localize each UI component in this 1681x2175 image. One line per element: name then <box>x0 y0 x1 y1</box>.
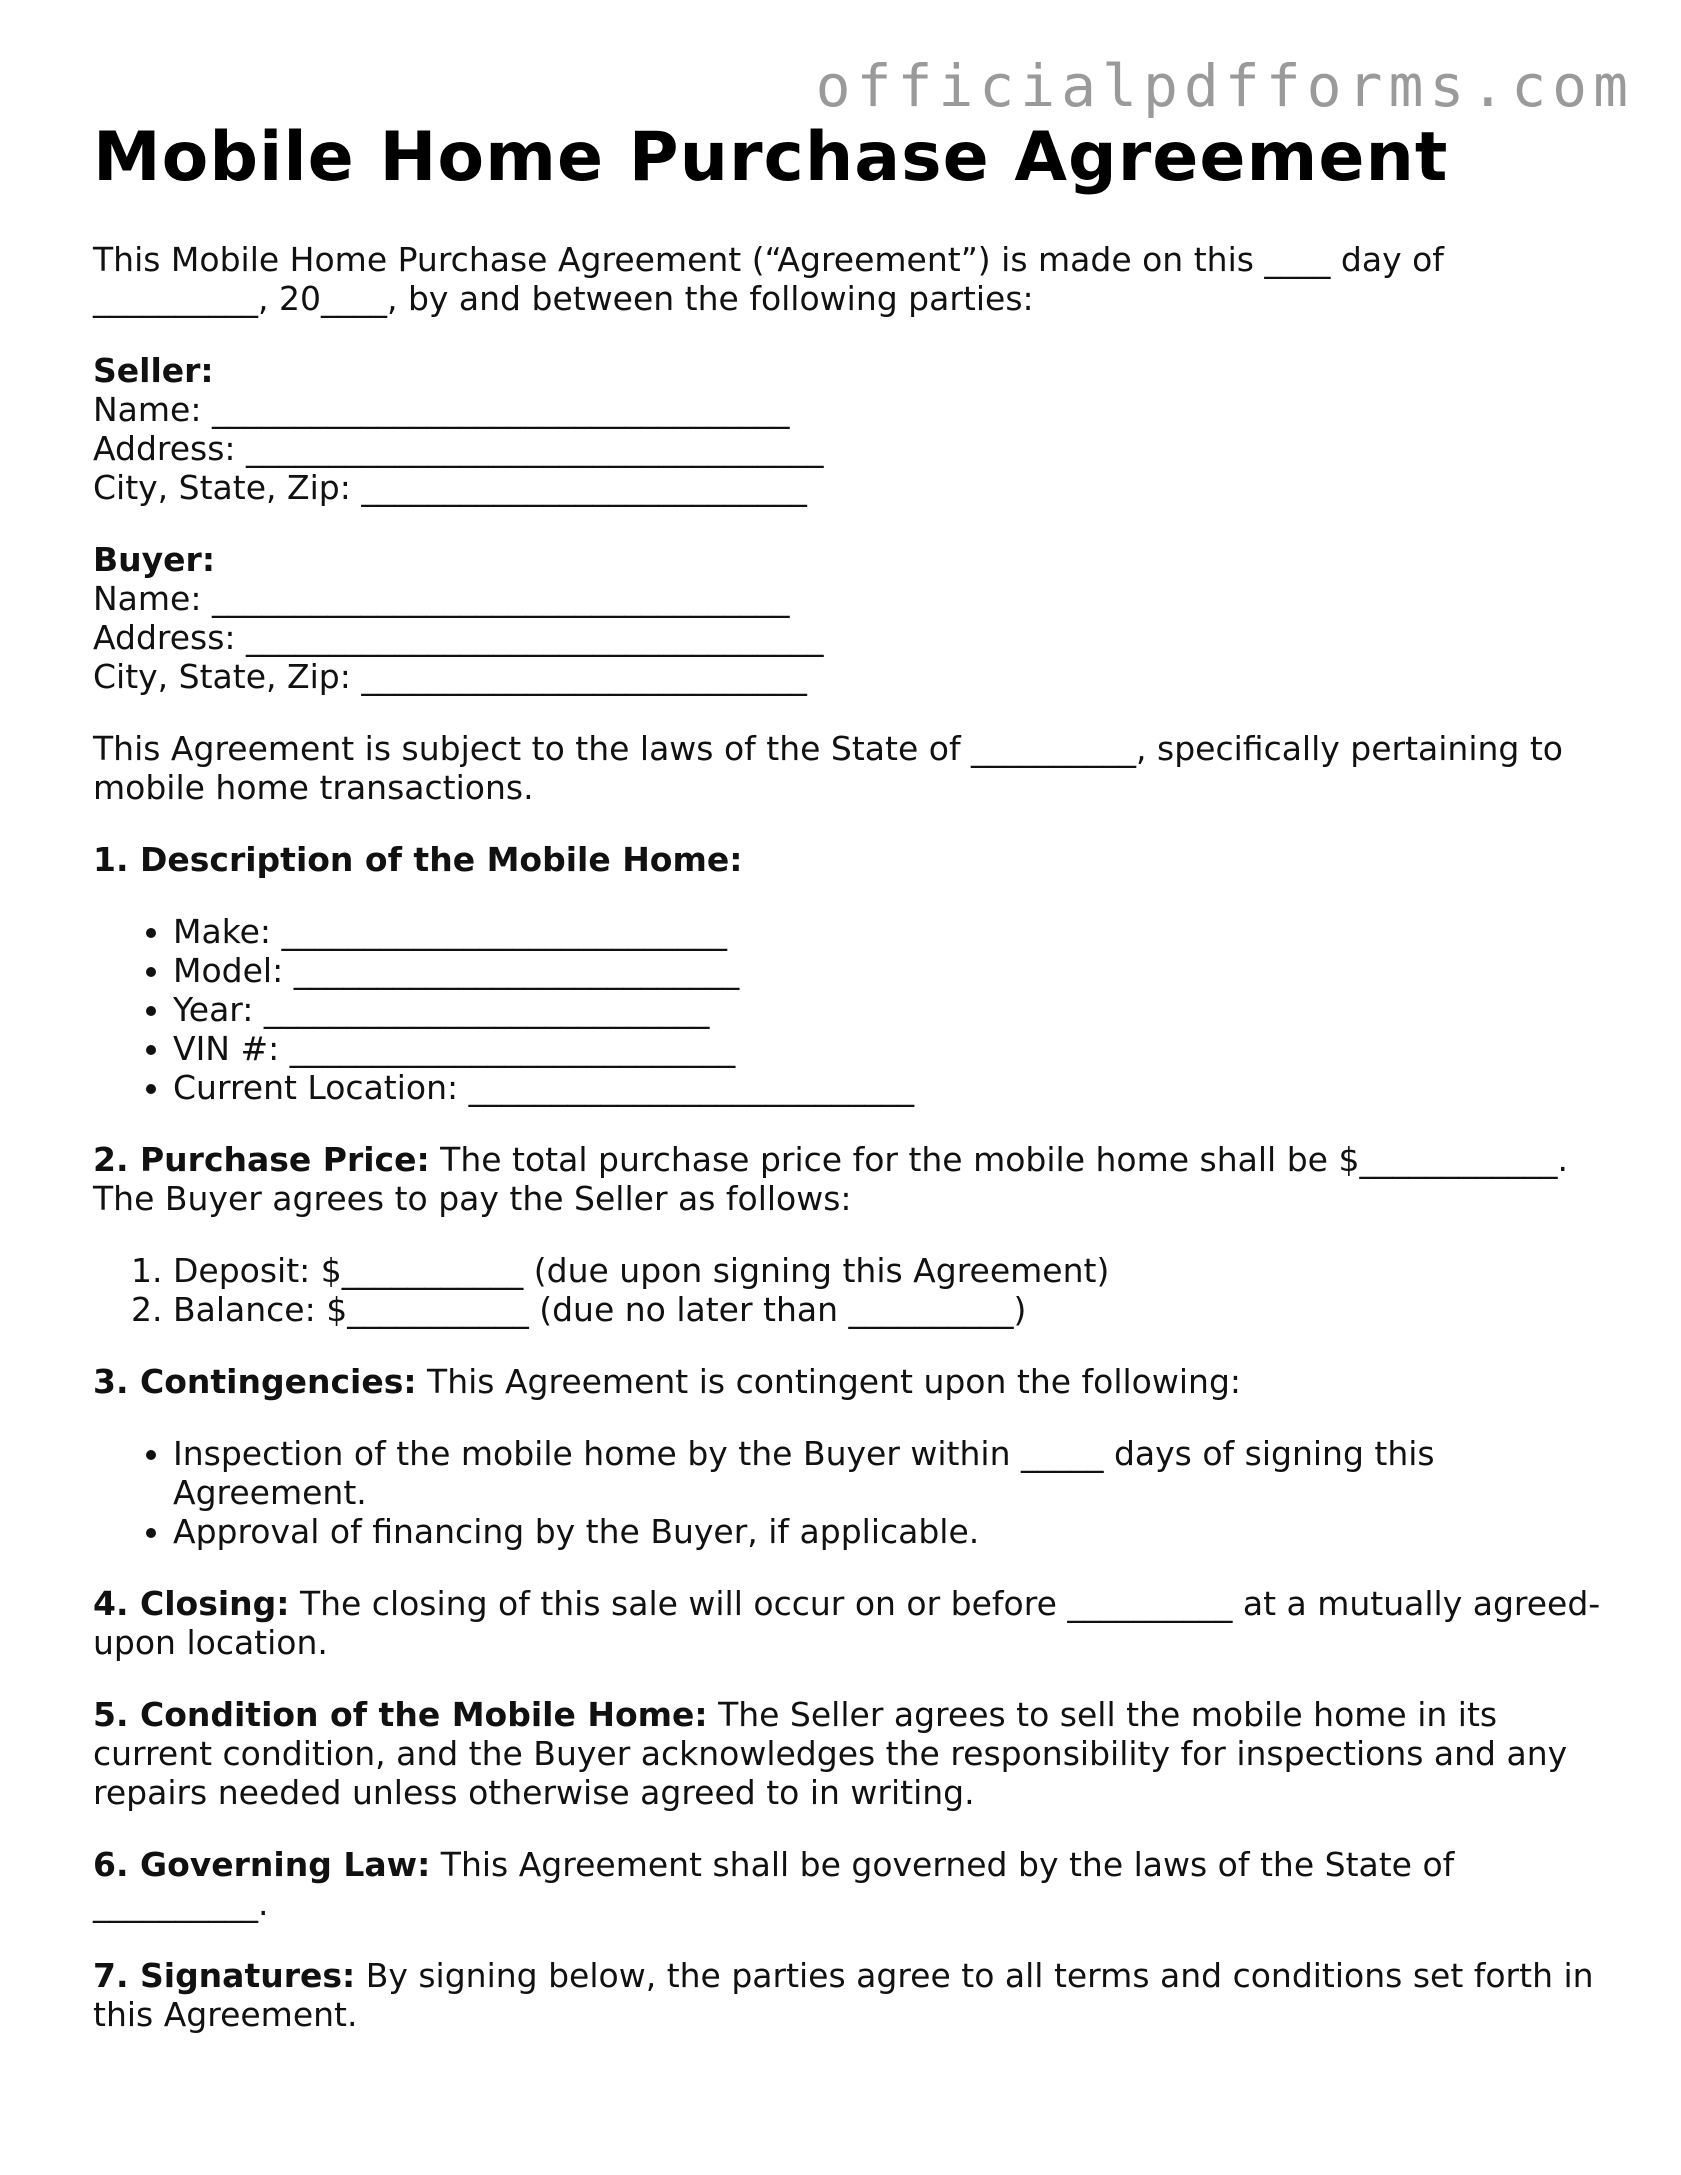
section-3-paragraph <box>93 1362 1613 1401</box>
document-body <box>93 240 1613 2067</box>
list-item-balance[interactable]: 2. Balance: $___________ (due no later than __________) <box>173 1290 1613 1329</box>
seller-address-field[interactable]: Address: ___________________________________ <box>93 429 824 468</box>
list-item-model[interactable]: • Model: ___________________________ <box>173 951 1613 990</box>
section-3-text: This Agreement is contingent upon the following: <box>416 1362 1242 1401</box>
section-6-text: This Agreement shall be governed by the laws of the State of __________. <box>93 1845 1455 1923</box>
governing-state-paragraph: This Agreement is subject to the laws of the State of __________, specifically pertaining to mobile home transactions. <box>93 729 1563 807</box>
seller-heading: Seller: <box>93 351 214 390</box>
section-5-paragraph <box>93 1695 1613 1812</box>
seller-name-field[interactable]: Name: ___________________________________ <box>93 390 790 429</box>
section-7-text: By signing below, the parties agree to all terms and conditions set forth in this Agreement. <box>93 1956 1594 2034</box>
section-6-paragraph <box>93 1845 1613 1923</box>
section-5-heading: 5. Condition of the Mobile Home: <box>93 1695 708 1734</box>
seller-block <box>93 351 1613 507</box>
list-item-inspection[interactable]: • Inspection of the mobile home by the Buyer within _____ days of signing this Agreement. <box>173 1434 1613 1512</box>
section-1-heading: 1. Description of the Mobile Home: <box>93 840 743 879</box>
section-4-paragraph <box>93 1584 1613 1662</box>
section-2-heading: 2. Purchase Price: <box>93 1140 430 1179</box>
buyer-heading: Buyer: <box>93 540 216 579</box>
document-title: Mobile Home Purchase Agreement <box>93 118 1449 197</box>
payment-terms-list <box>93 1251 1613 1329</box>
section-3-heading: 3. Contingencies: <box>93 1362 417 1401</box>
section-7-paragraph <box>93 1956 1613 2034</box>
mobile-home-description-list <box>93 912 1613 1107</box>
intro-paragraph: This Mobile Home Purchase Agreement (“Agreement”) is made on this ____ day of __________, 20____, by and between the following parties: <box>93 240 1444 318</box>
list-item-location[interactable]: • Current Location: ___________________________ <box>173 1068 1613 1107</box>
list-item-financing: • Approval of financing by the Buyer, if applicable. <box>173 1512 1613 1551</box>
buyer-name-field[interactable]: Name: ___________________________________ <box>93 579 790 618</box>
list-item-vin[interactable]: • VIN #: ___________________________ <box>173 1029 1613 1068</box>
section-2-paragraph <box>93 1140 1613 1218</box>
list-item-deposit[interactable]: 1. Deposit: $___________ (due upon signing this Agreement) <box>173 1251 1613 1290</box>
buyer-city-field[interactable]: City, State, Zip: ___________________________ <box>93 657 807 696</box>
section-7-heading: 7. Signatures: <box>93 1956 356 1995</box>
seller-city-field[interactable]: City, State, Zip: ___________________________ <box>93 468 807 507</box>
list-item-year[interactable]: • Year: ___________________________ <box>173 990 1613 1029</box>
buyer-block <box>93 540 1613 696</box>
site-watermark: officialpdfforms.com <box>815 52 1634 120</box>
list-item-make[interactable]: • Make: ___________________________ <box>173 912 1613 951</box>
section-5-text: The Seller agrees to sell the mobile home in its current condition, and the Buyer acknowledges the responsibility for inspections and any repairs needed unless otherwise agreed to in writing. <box>93 1695 1568 1812</box>
section-6-heading: 6. Governing Law: <box>93 1845 431 1884</box>
section-4-heading: 4. Closing: <box>93 1584 290 1623</box>
contingencies-list <box>93 1434 1613 1551</box>
section-4-text: The closing of this sale will occur on or before __________ at a mutually agreed-upon location. <box>93 1584 1601 1662</box>
section-2-text: The total purchase price for the mobile home shall be $____________. The Buyer agrees to pay the Seller as follows: <box>93 1140 1568 1218</box>
buyer-address-field[interactable]: Address: ___________________________________ <box>93 618 824 657</box>
